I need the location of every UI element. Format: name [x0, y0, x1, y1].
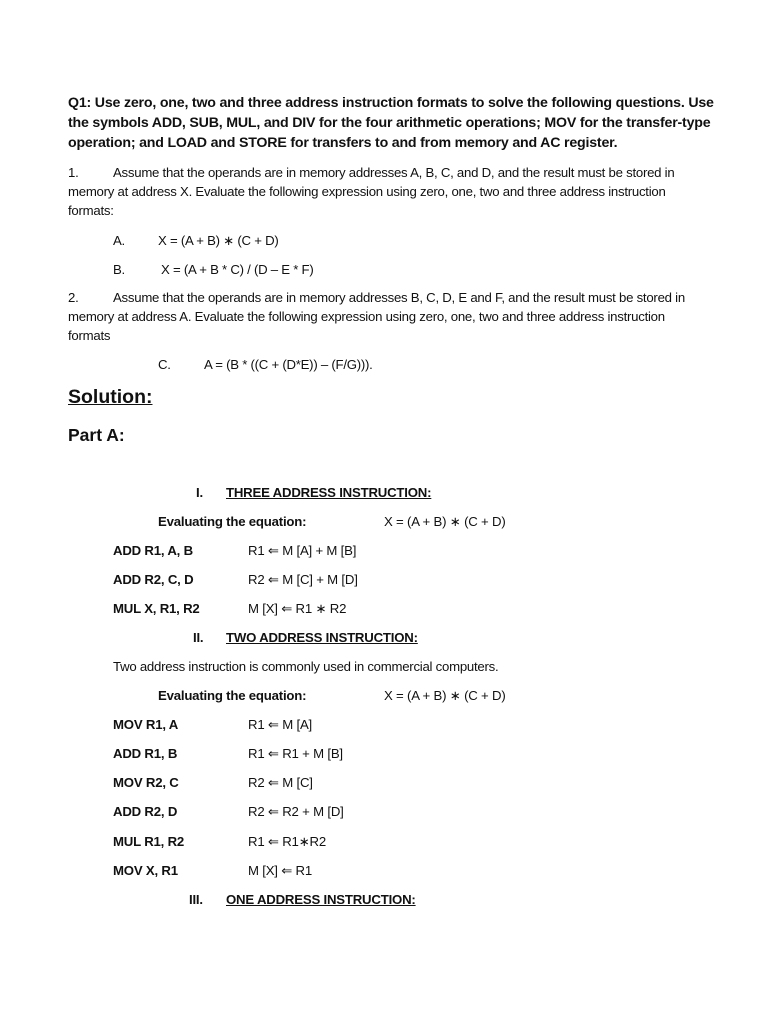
three-address-instr-3: MUL X, R1, R2 — [113, 601, 200, 616]
item2-c-label: C. — [158, 357, 171, 372]
item2-line3: formats — [68, 328, 111, 343]
one-address-numeral: III. — [189, 892, 203, 907]
two-address-instr-5: MUL R1, R2 — [113, 834, 185, 849]
item1-b-label: B. — [113, 262, 125, 277]
one-address-title: ONE ADDRESS INSTRUCTION: — [226, 892, 416, 907]
two-address-instr-4: ADD R2, D — [113, 804, 178, 819]
solution-heading: Solution: — [68, 386, 153, 408]
item1-a-expression: X = (A + B) ∗ (C + D) — [158, 233, 279, 248]
three-address-rtl-2: R2 ⇐ M [C] + M [D] — [248, 572, 358, 587]
two-address-numeral: II. — [193, 630, 204, 645]
item2-line1: Assume that the operands are in memory addresses B, C, D, E and F, and the result must be stored in — [113, 290, 685, 305]
two-address-instr-6: MOV X, R1 — [113, 863, 178, 878]
question-line: the symbols ADD, SUB, MUL, and DIV for the four arithmetic operations; MOV for the transfer-type — [68, 115, 711, 131]
two-address-note: Two address instruction is commonly used in commercial computers. — [113, 659, 499, 674]
item1-line3: formats: — [68, 203, 114, 218]
three-address-title: THREE ADDRESS INSTRUCTION: — [226, 485, 432, 500]
three-address-instr-1: ADD R1, A, B — [113, 543, 193, 558]
two-address-instr-3: MOV R2, C — [113, 775, 179, 790]
two-address-rtl-6: M [X] ⇐ R1 — [248, 863, 313, 878]
two-address-rtl-2: R1 ⇐ R1 + M [B] — [248, 746, 343, 761]
two-address-rtl-1: R1 ⇐ M [A] — [248, 717, 313, 732]
two-address-equation: X = (A + B) ∗ (C + D) — [384, 688, 506, 703]
three-address-rtl-1: R1 ⇐ M [A] + M [B] — [248, 543, 357, 558]
question-line: Q1: Use zero, one, two and three address instruction formats to solve the following questions. Use — [68, 95, 714, 111]
two-address-instr-1: MOV R1, A — [113, 717, 179, 732]
two-address-rtl-4: R2 ⇐ R2 + M [D] — [248, 804, 344, 819]
item2-number: 2. — [68, 290, 79, 305]
three-address-eval-label: Evaluating the equation: — [158, 514, 307, 529]
item1-number: 1. — [68, 165, 79, 180]
item1-line2: memory at address X. Evaluate the following expression using zero, one, two and three address instruction — [68, 184, 666, 199]
three-address-numeral: I. — [196, 485, 203, 500]
two-address-eval-label: Evaluating the equation: — [158, 688, 307, 703]
three-address-rtl-3: M [X] ⇐ R1 ∗ R2 — [248, 601, 347, 616]
three-address-equation: X = (A + B) ∗ (C + D) — [384, 514, 506, 529]
question-line: operation; and LOAD and STORE for transfers to and from memory and AC register. — [68, 135, 618, 151]
item1-line1: Assume that the operands are in memory addresses A, B, C, and D, and the result must be stored in — [113, 165, 675, 180]
item2-c-expression: A = (B * ((C + (D*E)) – (F/G))). — [204, 357, 373, 372]
two-address-rtl-3: R2 ⇐ M [C] — [248, 775, 313, 790]
two-address-title: TWO ADDRESS INSTRUCTION: — [226, 630, 418, 645]
part-a-heading: Part A: — [68, 425, 125, 445]
item2-line2: memory at address A. Evaluate the following expression using zero, one, two and three address instruction — [68, 309, 665, 324]
three-address-instr-2: ADD R2, C, D — [113, 572, 194, 587]
two-address-instr-2: ADD R1, B — [113, 746, 178, 761]
item1-a-label: A. — [113, 233, 125, 248]
two-address-rtl-5: R1 ⇐ R1∗R2 — [248, 834, 327, 849]
question-heading — [68, 93, 714, 153]
item1-b-expression: X = (A + B * C) / (D – E * F) — [161, 262, 314, 277]
